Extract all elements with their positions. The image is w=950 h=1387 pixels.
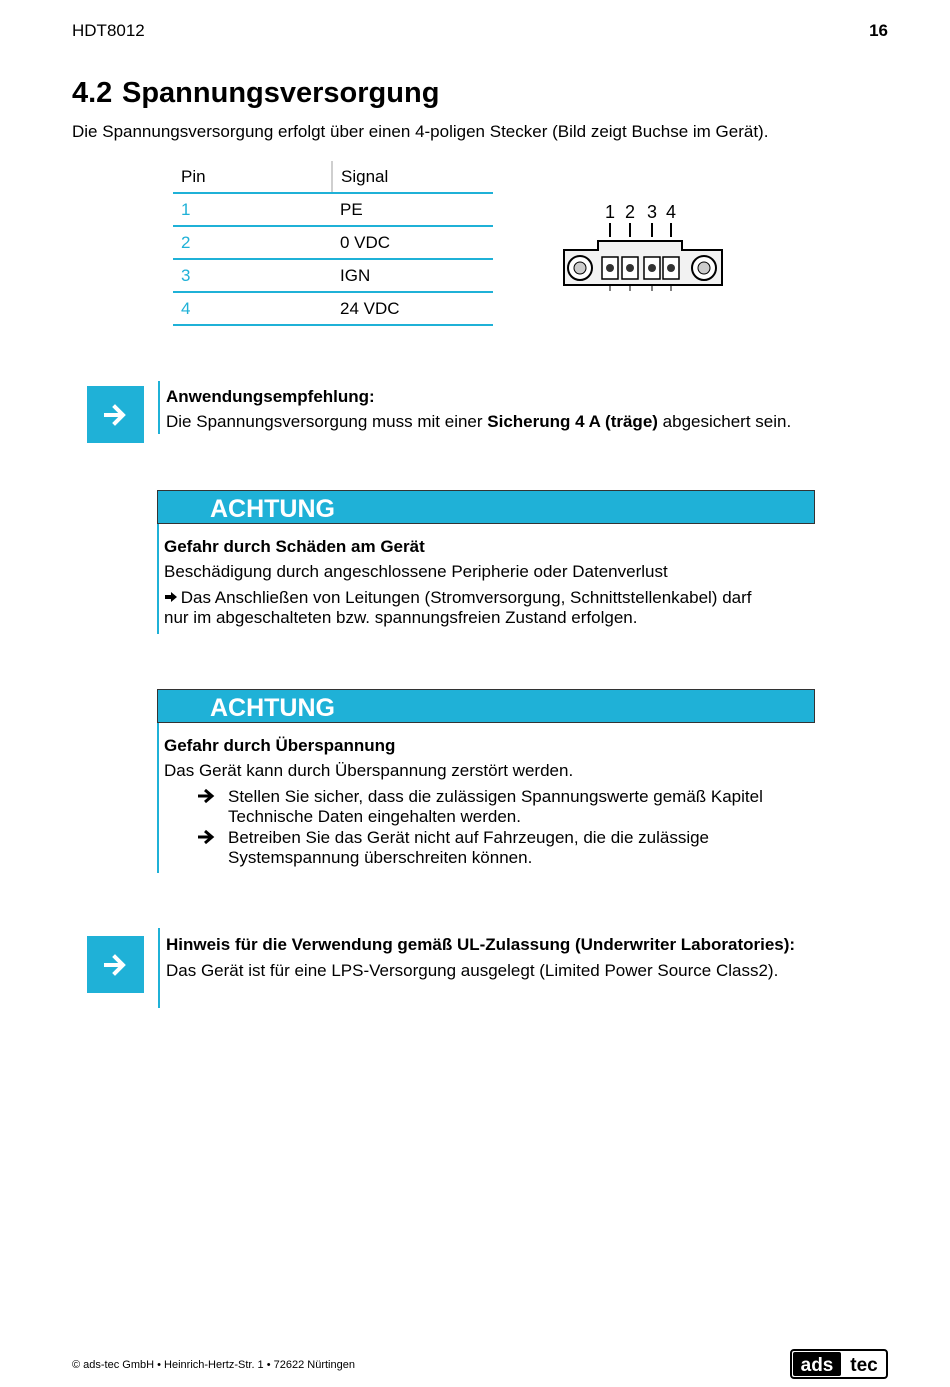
arrow-right-icon [197, 788, 215, 809]
pin-cell: 3 [173, 259, 332, 292]
signal-cell: PE [332, 193, 493, 226]
table-row [173, 292, 493, 325]
note-title: Hinweis für die Verwendung gemäß UL-Zulassung (Underwriter Laboratories): [166, 935, 796, 954]
connector-label-3: 3 [646, 202, 658, 222]
table-row [173, 193, 493, 226]
connector-label-2: 2 [624, 202, 636, 222]
page-number: 16 [869, 21, 888, 40]
note-title: Anwendungsempfehlung: [166, 387, 375, 406]
note-text: Das Gerät ist für eine LPS-Versorgung ausgelegt (Limited Power Source Class2). [166, 961, 779, 980]
note-text-part: Die Spannungsversorgung muss mit einer [166, 412, 488, 431]
bullet-text: Stellen Sie sicher, dass die zulässigen Spannungswerte gemäß Kapitel [228, 787, 763, 806]
table-row [173, 259, 493, 292]
logo-text-tec: tec [850, 1355, 878, 1376]
warning-text: Beschädigung durch angeschlossene Peripherie oder Datenverlust [164, 562, 668, 581]
table-header-row [173, 161, 493, 193]
footer-text: © ads-tec GmbH • Heinrich-Hertz-Str. 1 • 72622 Nürtingen [72, 1359, 355, 1371]
company-logo [790, 1349, 888, 1379]
arrow-right-icon [103, 952, 129, 978]
warning-side-line [157, 524, 159, 634]
arrow-right-icon [164, 588, 176, 608]
section-title: Spannungsversorgung [122, 77, 440, 109]
connector-diagram [556, 195, 732, 295]
column-header-pin: Pin [173, 161, 332, 193]
bullet-text: Betreiben Sie das Gerät nicht auf Fahrzeugen, die die zulässige [228, 828, 710, 847]
note-arrow-box [87, 386, 144, 443]
note-text-part: abgesichert sein. [657, 412, 792, 431]
note-divider [158, 381, 160, 434]
warning-title: Gefahr durch Schäden am Gerät [164, 537, 425, 556]
signal-cell: 24 VDC [332, 292, 493, 325]
warning-side-line [157, 723, 159, 873]
bullet-text: Systemspannung überschreiten können. [228, 848, 533, 867]
warning-text: nur im abgeschalteten bzw. spannungsfreien Zustand erfolgen. [164, 608, 638, 627]
note-text-bold: Sicherung 4 A (träge) [487, 412, 658, 431]
arrow-right-icon [103, 402, 129, 428]
pin-cell: 4 [173, 292, 332, 325]
pin-table [173, 161, 493, 326]
logo-text-ads: ads [800, 1355, 834, 1376]
connector-image [556, 195, 732, 295]
pin-cell: 1 [173, 193, 332, 226]
document-id: HDT8012 [72, 21, 145, 40]
section-heading [72, 77, 439, 110]
arrow-right-icon [197, 829, 215, 850]
note-divider [158, 928, 160, 1008]
warning-title: Gefahr durch Überspannung [164, 736, 396, 755]
table-row [173, 226, 493, 259]
connector-label-1: 1 [604, 202, 616, 222]
pin-cell: 2 [173, 226, 332, 259]
signal-cell: IGN [332, 259, 493, 292]
connector-label-4: 4 [665, 202, 677, 222]
warning-header [157, 490, 815, 524]
warning-text: Das Gerät kann durch Überspannung zerstört werden. [164, 761, 574, 780]
column-header-signal: Signal [332, 161, 493, 193]
section-number: 4.2 [72, 77, 113, 109]
warning-text-line: Das Anschließen von Leitungen (Stromversorgung, Schnittstellenkabel) darf [180, 588, 752, 607]
section-intro: Die Spannungsversorgung erfolgt über einen 4-poligen Stecker (Bild zeigt Buchse im Gerät). [72, 122, 769, 141]
note-arrow-box [87, 936, 144, 993]
signal-cell: 0 VDC [332, 226, 493, 259]
warning-text [164, 588, 752, 608]
warning-header [157, 689, 815, 723]
warning-label: ACHTUNG [210, 694, 335, 722]
note-text [166, 412, 791, 432]
warning-label: ACHTUNG [210, 495, 335, 523]
bullet-text: Technische Daten eingehalten werden. [228, 807, 521, 826]
